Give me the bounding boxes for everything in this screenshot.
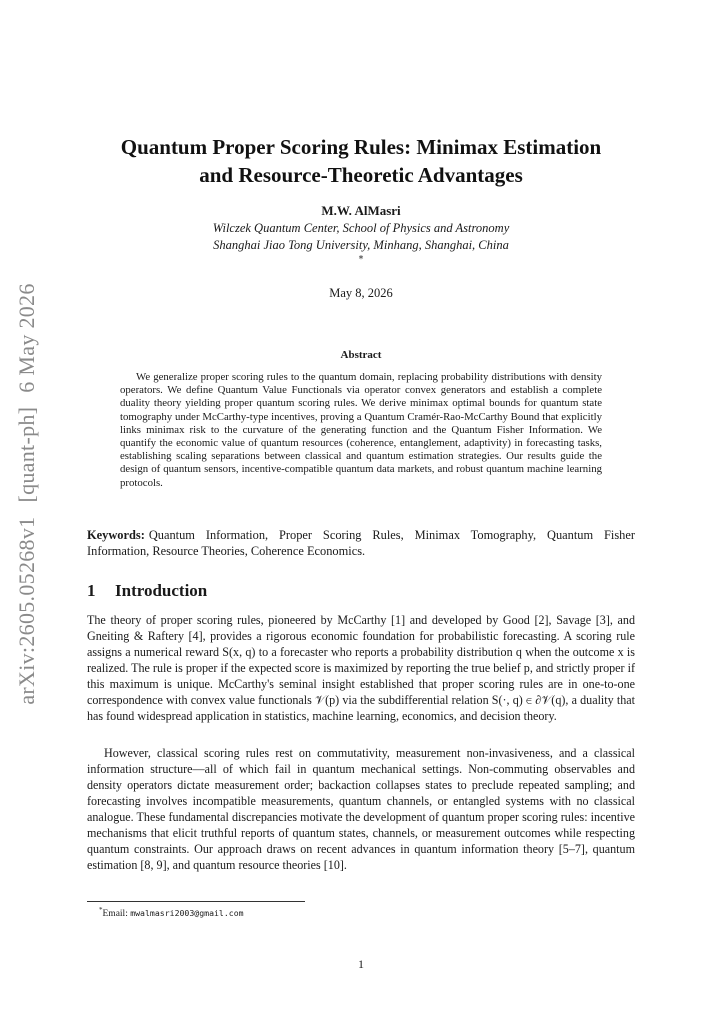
arxiv-date: 6 May 2026 [14,283,39,393]
paper-date: May 8, 2026 [329,286,393,300]
footnote-email: mwalmasri2003@gmail.com [130,908,244,919]
footnote-label: Email: [102,909,128,920]
intro-paragraph-2: However, classical scoring rules rest on commutativity, measurement non-invasiveness, and a classical information structure—all of which fail in quantum mechanical settings. Non-commuting observables and density operators dictate measurement order; backaction collapses states to preclude repeated sampling; and forecasting involves incompatible measurements, quantum channels, or entangled systems with no classical analogue. These fundamental discrepancies motivate the development of quantum proper scoring rules: incentive mechanisms that elicit truthful reports of quantum states, channels, or measurement outcomes while respecting quantum constraints. Our approach draws on recent advances in quantum information theory [5–7], quantum estimation [8, 9], and quantum resource theories [10]. [87,746,635,872]
abstract-heading: Abstract [340,349,382,361]
arxiv-id: arXiv:2605.05268v1 [14,516,39,705]
section-title: Introduction [115,581,208,600]
footnote [99,906,244,919]
author-affiliation-2: Shanghai Jiao Tong University, Minhang, Shanghai, China [213,238,509,252]
keywords [87,527,635,559]
arxiv-identifier-stamp [14,279,40,709]
section-heading [87,581,635,601]
author-name: M.W. AlMasri [321,203,401,218]
keywords-text: Quantum Information, Proper Scoring Rules, Minimax Tomography, Quantum Fisher Information, Resource Theories, Coherence Economics. [87,528,635,558]
abstract-text: We generalize proper scoring rules to the quantum domain, replacing probability distributions with density operators. We define Quantum Value Functionals via operator convex generators and establish a complete duality theory yielding proper quantum scoring rules. We derive minimax optimal bounds for quantum state tomography under McCarthy-type incentives, proving a Quantum Cramér-Rao-McCarthy Bound that explicitly links minimax risk to the curvature of the generating function and the Quantum Fisher Information. We quantify the economic value of quantum resources (coherence, entanglement, adaptivity) in forecasting tasks, establishing scaling separations between classical and quantum estimation strategies. Our results guide the design of quantum sensors, incentive-compatible quantum data markets, and robust quantum machine learning protocols. [120,371,602,489]
author-footnote-marker: * [358,255,364,265]
intro-paragraph-1: The theory of proper scoring rules, pioneered by McCarthy [1] and developed by Good [2], Savage [3], and Gneiting & Raftery [4], provides a rigorous economic foundation for probabilistic forecasting. A scoring rule assigns a numerical reward S(x, q) to a forecaster who reports a probability distribution q when the outcome x is realized. The rule is proper if the expected score is maximized by reporting the true belief p, and strictly proper if this maximum is unique. McCarthy's seminal insight established that proper scoring rules are in one-to-one correspondence with convex value functionals 𝒱(p) via the subdifferential relation S(·, q) ∈ ∂𝒱(q), a duality that has found widespread application in statistics, machine learning, economics, and decision theory. [87,613,635,723]
page-number: 1 [358,957,364,971]
footnote-marker: * [99,906,103,914]
arxiv-category: [quant-ph] [14,406,39,503]
title-line-1: Quantum Proper Scoring Rules: Minimax Estimation [120,135,602,159]
keywords-label: Keywords: [87,528,145,542]
section-number: 1 [87,581,96,600]
title-line-2: and Resource-Theoretic Advantages [199,163,523,187]
footnote-rule [87,901,305,902]
paper-title [86,133,636,189]
author-affiliation-1: Wilczek Quantum Center, School of Physics and Astronomy [212,221,510,235]
